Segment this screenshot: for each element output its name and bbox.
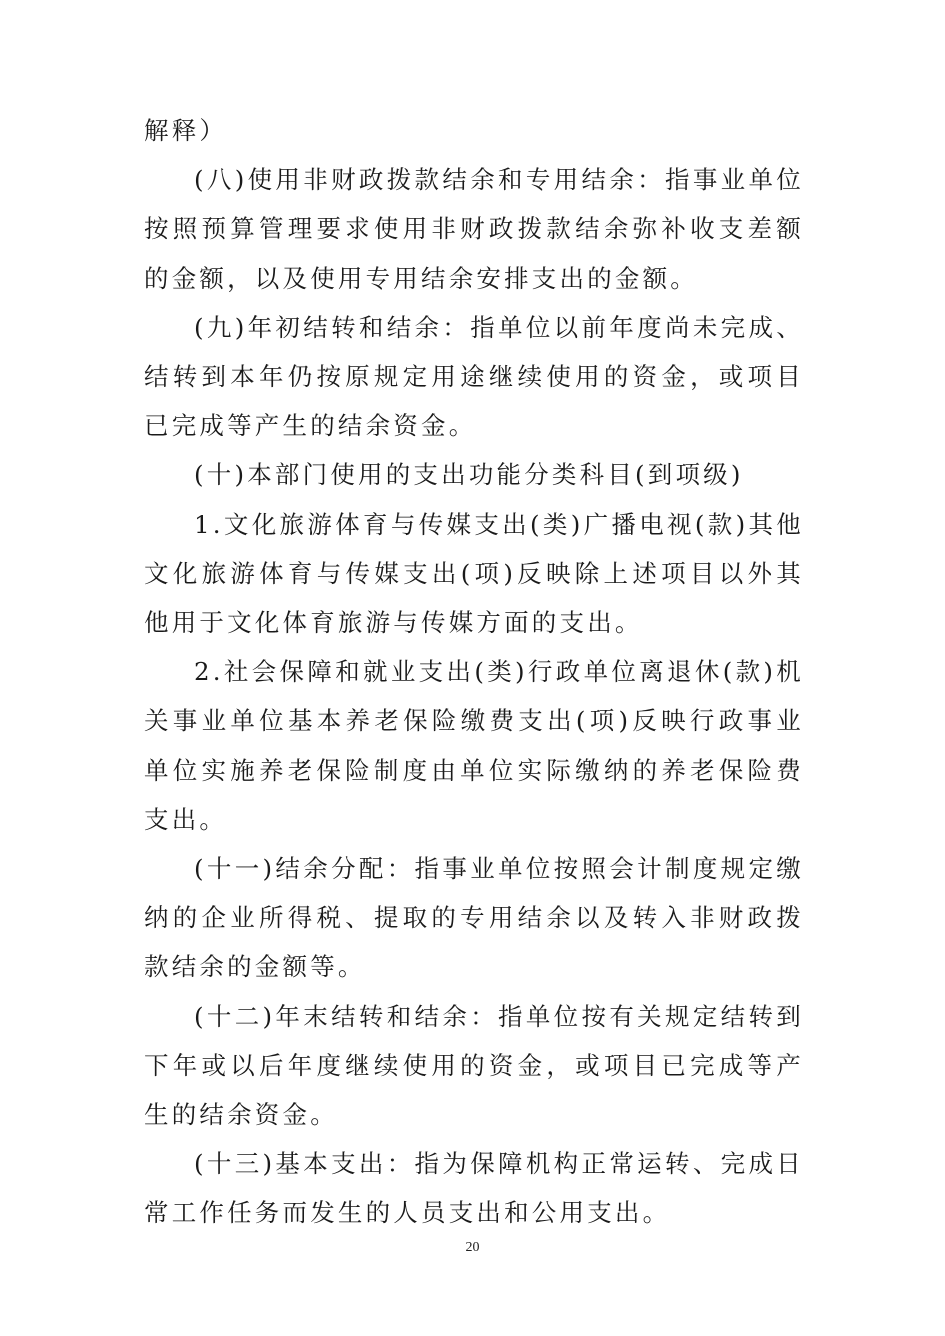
paragraph-item-10-2: 2.社会保障和就业支出(类)行政单位离退休(款)机关事业单位基本养老保险缴费支出(项)反映行政事业单位实施养老保险制度由单位实际缴纳的养老保险费支出。 [144,657,804,834]
paragraph-item-10-1: 1.文化旅游体育与传媒支出(类)广播电视(款)其他文化旅游体育与传媒支出(项)反映除上述项目以外其他用于文化体育旅游与传媒方面的支出。 [144,509,804,638]
paragraph-item-8: (八)使用非财政拨款结余和专用结余：指事业单位按照预算管理要求使用非财政拨款结余弥补收支差额的金额，以及使用专用结余安排支出的金额。 [144,165,804,293]
page-number: 20 [465,1240,480,1255]
body-text [144,106,804,1238]
paragraph-item-9: (九)年初结转和结余：指单位以前年度尚未完成、结转到本年仍按原规定用途继续使用的资金，或项目已完成等产生的结余资金。 [144,312,804,441]
paragraph-item-11: (十一)结余分配：指事业单位按照会计制度规定缴纳的企业所得税、提取的专用结余以及转入非财政拨款结余的金额等。 [144,854,804,982]
paragraph-item-13: (十三)基本支出：指为保障机构正常运转、完成日常工作任务而发生的人员支出和公用支出。 [144,1149,804,1228]
paragraph-item-12: (十二)年末结转和结余：指单位按有关规定结转到下年或以后年度继续使用的资金，或项目已完成等产生的结余资金。 [144,1001,804,1130]
paragraph-continuation: 解释） [144,116,228,145]
paragraph-item-10-heading: (十)本部门使用的支出功能分类科目(到项级) [194,460,744,490]
